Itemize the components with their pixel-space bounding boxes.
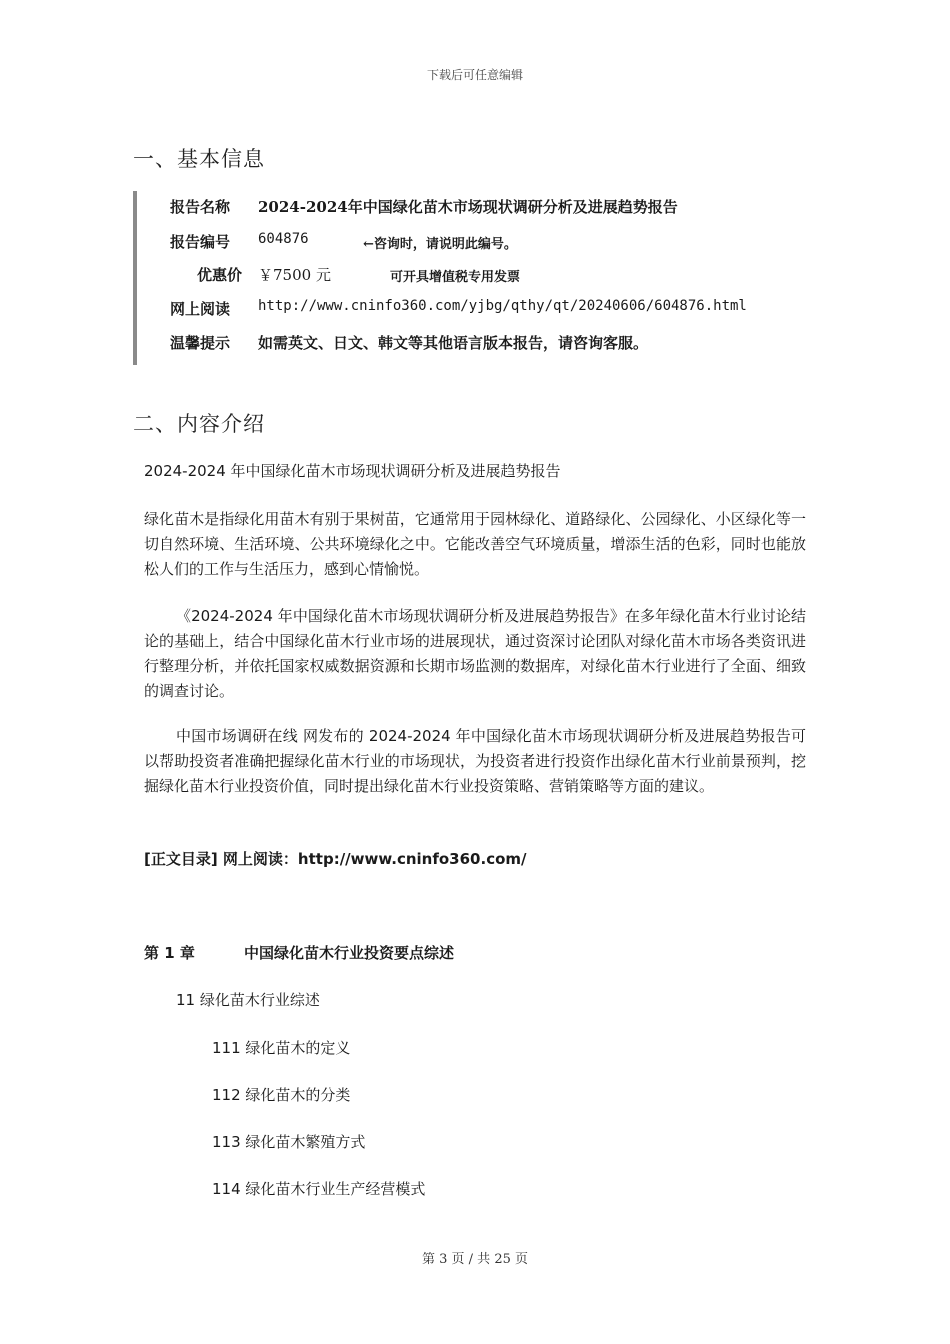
page-header-note: 下载后可任意编辑 — [426, 68, 523, 82]
invoice-note: 可开具增值税专用发票 — [390, 270, 521, 285]
toc-chapter-title: 中国绿化苗木行业投资要点综述 — [244, 944, 455, 962]
report-name-label: 报告名称 — [170, 198, 231, 216]
toc-section-1-1-4: 114 绿化苗木行业生产经营模式 — [212, 1180, 426, 1198]
section-title-basic-info: 一、基本信息 — [133, 147, 265, 171]
online-read-url[interactable]: http://www.cninfo360.com/yjbg/qthy/qt/20240606/604876.html — [258, 298, 747, 314]
section-title-content-intro: 二、内容介绍 — [133, 412, 265, 436]
page-number-footer: 第 3 页 / 共 25 页 — [422, 1252, 528, 1267]
toc-section-1-1-1: 111 绿化苗木的定义 — [212, 1039, 351, 1057]
price-label: 优惠价 — [196, 266, 242, 284]
tip-label: 温馨提示 — [170, 334, 231, 352]
tip-value: 如需英文、日文、韩文等其他语言版本报告，请咨询客服。 — [258, 334, 649, 352]
online-read-label: 网上阅读 — [170, 300, 231, 318]
toc-section-1-1: 11 绿化苗木行业综述 — [176, 991, 320, 1009]
toc-chapter-label: 第 1 章 — [144, 944, 195, 962]
toc-section-1-1-2: 112 绿化苗木的分类 — [212, 1086, 351, 1104]
report-code-label: 报告编号 — [170, 233, 231, 251]
report-title-line: 2024-2024 年中国绿化苗木市场现状调研分析及进展趋势报告 — [144, 462, 561, 480]
intro-paragraph-1: 绿化苗木是指绿化用苗木有别于果树苗，它通常用于园林绿化、道路绿化、公园绿化、小区绿化等一切自然环境、生活环境、公共环境绿化之中。它能改善空气环境质量，增添生活的色彩，同时也能放松人们的工作与生活压力，感到心情愉悦。 — [144, 510, 806, 578]
toc-chapter-1 — [144, 942, 455, 963]
intro-paragraph-3: 中国市场调研在线 网发布的 2024-2024 年中国绿化苗木市场现状调研分析及进展趋势报告可以帮助投资者准确把握绿化苗木行业的市场现状，为投资者进行投资作出绿化苗木行业前景预判，挖掘绿化苗木行业投资价值，同时提出绿化苗木行业投资策略、营销策略等方面的建议。 — [144, 727, 806, 795]
intro-paragraph-2: 《2024-2024 年中国绿化苗木市场现状调研分析及进展趋势报告》在多年绿化苗木行业讨论结论的基础上，结合中国绿化苗木行业市场的进展现状，通过资深讨论团队对绿化苗木市场各类资讯进行整理分析，并依托国家权威数据资源和长期市场监测的数据库，对绿化苗木行业进行了全面、细致的调查讨论。 — [144, 607, 806, 700]
toc-section-1-1-3: 113 绿化苗木繁殖方式 — [212, 1133, 366, 1151]
report-code-value: 604876 — [258, 231, 309, 247]
price-value: ￥7500 元 — [258, 266, 331, 284]
report-name-value: 2024-2024年中国绿化苗木市场现状调研分析及进展趋势报告 — [258, 198, 678, 216]
basic-info-block — [133, 191, 797, 365]
toc-online-link[interactable]: [正文目录] 网上阅读：http://www.cninfo360.com/ — [144, 850, 527, 868]
report-code-note: ←咨询时，请说明此编号。 — [363, 237, 517, 252]
